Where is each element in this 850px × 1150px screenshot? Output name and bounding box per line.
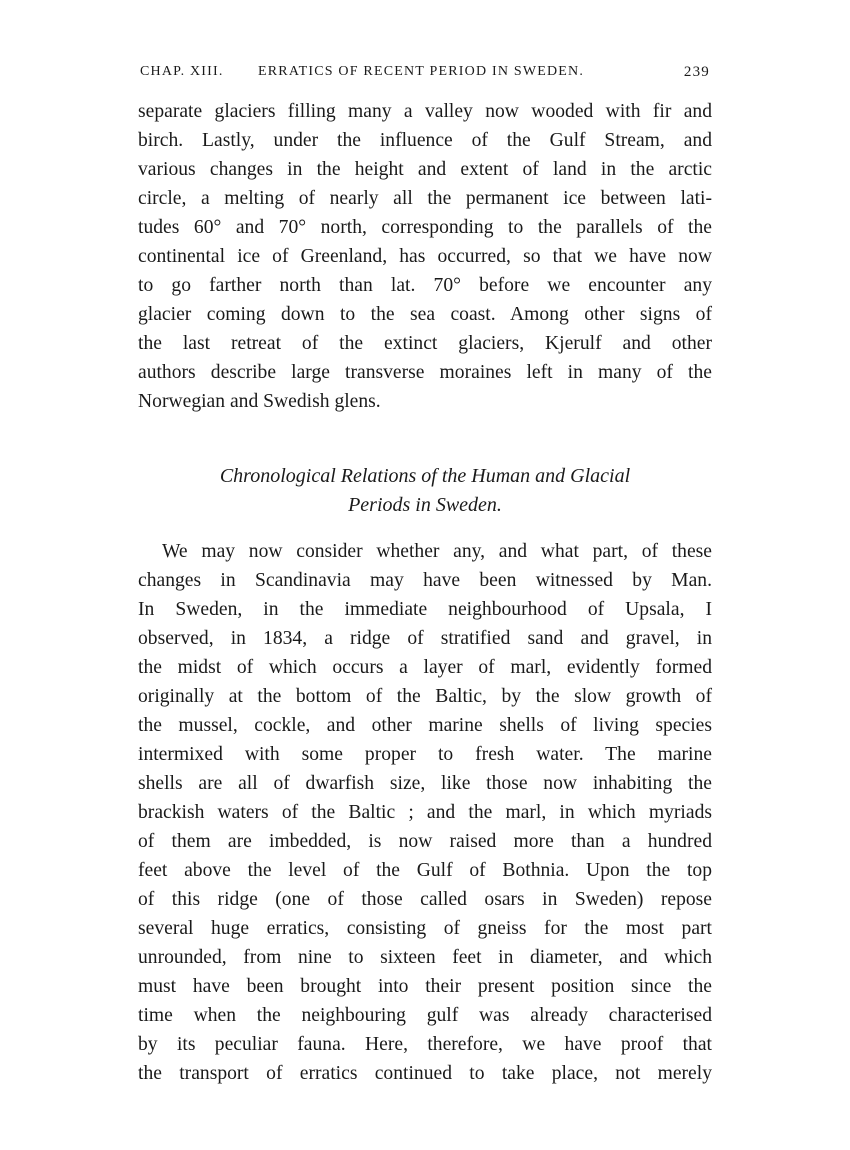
text-line: Norwegian and Swedish glens. <box>138 391 381 412</box>
section-heading-line: Chronological Relations of the Human and Glacial <box>219 465 631 487</box>
text-line: the mussel, cockle, and other marine shells of living species <box>138 715 712 736</box>
text-line: We may now consider whether any, and what part, of these <box>162 541 712 562</box>
text-line: of them are imbedded, is now raised more than a hundred <box>138 831 712 852</box>
text-line: separate glaciers filling many a valley now wooded with fir and <box>138 101 712 122</box>
chapter-label: CHAP. XIII. <box>140 64 224 79</box>
text-line: shells are all of dwarfish size, like those now inhabiting the <box>138 773 712 794</box>
page-number: 239 <box>683 64 710 80</box>
text-line: birch. Lastly, under the influence of the Gulf Stream, and <box>138 130 712 151</box>
text-line: several huge erratics, consisting of gneiss for the most part <box>138 918 712 939</box>
text-line: authors describe large transverse moraines left in many of the <box>138 362 712 383</box>
text-line: observed, in 1834, a ridge of stratified sand and gravel, in <box>138 628 712 649</box>
text-line: the transport of erratics continued to take place, not merely <box>138 1063 712 1084</box>
section-heading <box>138 462 712 520</box>
text-line: intermixed with some proper to fresh water. The marine <box>138 744 712 765</box>
running-title: ERRATICS OF RECENT PERIOD IN SWEDEN. <box>258 64 585 79</box>
text-line: the last retreat of the extinct glaciers, Kjerulf and other <box>138 333 712 354</box>
running-head <box>140 64 710 84</box>
paragraph-upsala-osar <box>138 537 712 1088</box>
text-line: by its peculiar fauna. Here, therefore, we have proof that <box>138 1034 712 1055</box>
text-line: various changes in the height and extent of land in the arctic <box>138 159 712 180</box>
text-line: tudes 60° and 70° north, corresponding to the parallels of the <box>138 217 712 238</box>
text-line: time when the neighbouring gulf was already characterised <box>138 1005 712 1026</box>
text-line: brackish waters of the Baltic ; and the marl, in which myriads <box>138 802 712 823</box>
text-line: to go farther north than lat. 70° before we encounter any <box>138 275 712 296</box>
text-line: originally at the bottom of the Baltic, by the slow growth of <box>138 686 712 707</box>
text-line: unrounded, from nine to sixteen feet in diameter, and which <box>138 947 712 968</box>
text-line: of this ridge (one of those called osars in Sweden) repose <box>138 889 712 910</box>
text-line: the midst of which occurs a layer of marl, evidently formed <box>138 657 712 678</box>
paragraph-glacier-retreat <box>138 97 712 416</box>
text-line: feet above the level of the Gulf of Bothnia. Upon the top <box>138 860 712 881</box>
text-line: glacier coming down to the sea coast. Among other signs of <box>138 304 712 325</box>
text-line: circle, a melting of nearly all the permanent ice between lati- <box>138 188 712 209</box>
text-line: In Sweden, in the immediate neighbourhood of Upsala, I <box>138 599 712 620</box>
text-line: must have been brought into their present position since the <box>138 976 712 997</box>
section-heading-line: Periods in Sweden. <box>348 494 502 516</box>
text-line: continental ice of Greenland, has occurred, so that we have now <box>138 246 712 267</box>
text-line: changes in Scandinavia may have been witnessed by Man. <box>138 570 712 591</box>
